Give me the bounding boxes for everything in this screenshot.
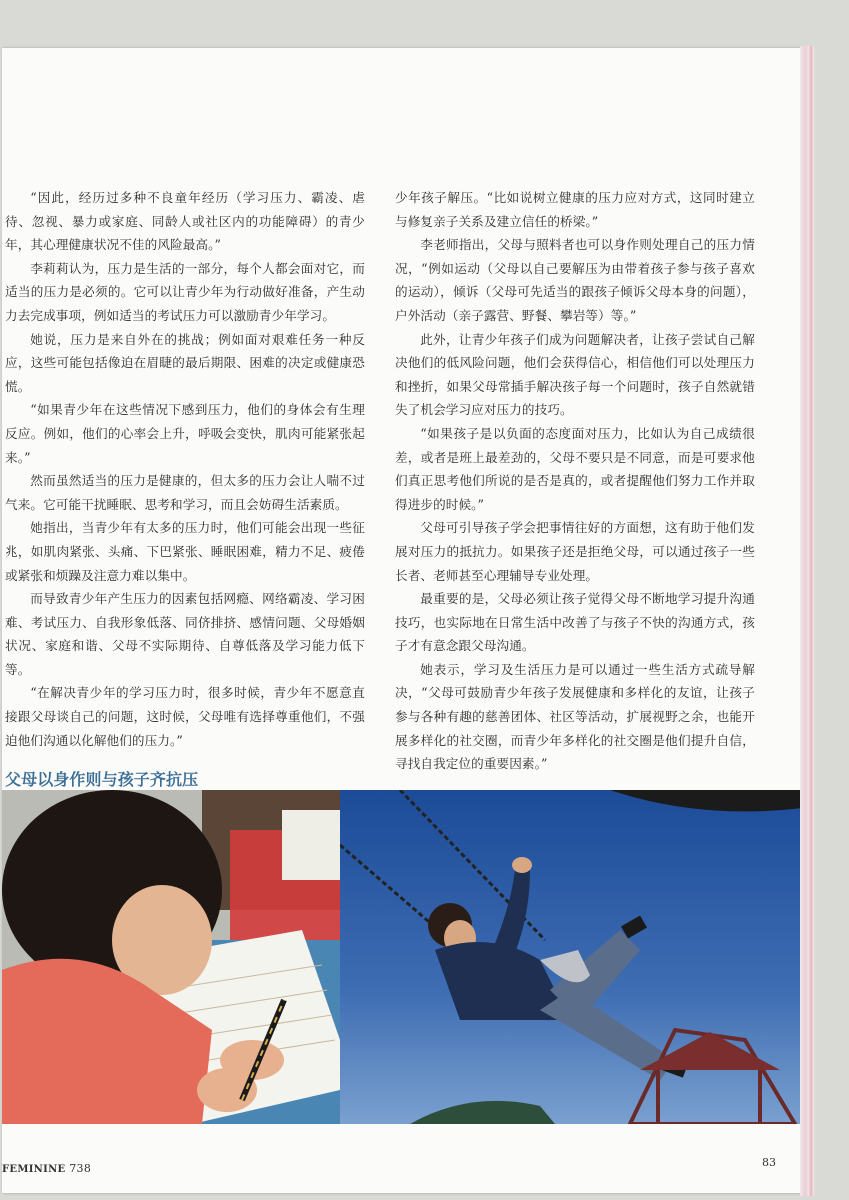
paragraph: 最重要的是，父母必须让孩子觉得父母不断地学习提升沟通技巧，也实际地在日常生活中改善了与孩子不快的沟通方式，孩子才有意念跟父母沟通。 — [395, 591, 755, 654]
paragraph: 李老师指出，父母与照料者也可以身作则处理自己的压力情况，“例如运动（父母以自己要解压为由带着孩子参与孩子喜欢的运动），倾诉（父母可先适当的跟孩子倾诉父母本身的问题），户外活动（亲子露营、野餐、攀岩等）等。” — [395, 237, 755, 323]
magazine-page — [2, 48, 802, 1193]
paragraph: 父母可引导孩子学会把事情往好的方面想，这有助于他们发展对压力的抵抗力。如果孩子还是拒绝父母，可以通过孩子一些长者、老师甚至心理辅导专业处理。 — [395, 520, 755, 583]
magazine-footer — [2, 1162, 91, 1175]
paragraph: “如果青少年在这些情况下感到压力，他们的身体会有生理反应。例如，他们的心率会上升，呼吸会变快，肌肉可能紧张起来。” — [5, 402, 365, 465]
magazine-brand: FEMININE — [2, 1164, 66, 1175]
issue-number: 738 — [69, 1162, 92, 1175]
paragraph: 她说，压力是来自外在的挑战；例如面对艰难任务一种反应，这些可能包括像迫在眉睫的最后期限、困难的决定或健康恐慌。 — [5, 331, 365, 394]
paragraph: 此外，让青少年孩子们成为问题解决者，让孩子尝试自己解决他们的低风险问题，他们会获得信心，相信他们可以处理压力和挫折，如果父母常插手解决孩子每一个问题时，孩子自然就错失了机会学习应对压力的技巧。 — [395, 331, 755, 418]
photo-boy-on-swing-illustration — [340, 790, 802, 1124]
right-text-column — [395, 186, 755, 776]
photo-girl-writing-illustration — [2, 790, 340, 1124]
paragraph: 她指出，当青少年有太多的压力时，他们可能会出现一些征兆，如肌肉紧张、头痛、下巴紧张、睡眠困难，精力不足、疲倦或紧张和烦躁及注意力难以集中。 — [5, 520, 365, 583]
paragraph: 她表示，学习及生活压力是可以通过一些生活方式疏导解决，“父母可鼓励青少年孩子发展健康和多样化的友谊，让孩子参与各种有趣的慈善团体、社区等活动，扩展视野之余，也能开展多样化的社交圈，而青少年多样化的社交圈是他们提升自信，寻找自我定位的重要因素。” — [395, 661, 755, 772]
page-edge — [800, 46, 814, 1196]
paragraph: 而导致青少年产生压力的因素包括网瘾、网络霸凌、学习困难、考试压力、自我形象低落、同侪排挤、感情问题、父母婚姻状况、家庭和谐、父母不实际期待、自尊低落及学习能力低下等。 — [5, 591, 365, 677]
photo-girl-writing — [2, 790, 340, 1124]
paragraph: “因此，经历过多种不良童年经历（学习压力、霸凌、虐待、忽视、暴力或家庭、同龄人或社区内的功能障碍）的青少年，其心理健康状况不佳的风险最高。” — [5, 190, 365, 253]
paragraph: “如果孩子是以负面的态度面对压力，比如认为自己成绩很差，或者是班上最差劲的，父母不要只是不同意，而是可要求他们真正思考他们所说的是否是真的，或者提醒他们努力工作并取得进步的时候。” — [395, 425, 755, 512]
page-number: 83 — [762, 1156, 776, 1169]
section-heading: 父母以身作则与孩子齐抗压 — [5, 770, 199, 790]
paragraph-continuation: 少年孩子解压。“比如说树立健康的压力应对方式，这同时建立与修复亲子关系及建立信任的桥梁。” — [395, 190, 755, 229]
paragraph: 然而虽然适当的压力是健康的，但太多的压力会让人喘不过气来。它可能干扰睡眠、思考和学习，而且会妨碍生活素质。 — [5, 473, 365, 512]
paragraph: “在解决青少年的学习压力时，很多时候，青少年不愿意直接跟父母谈自己的问题，这时候，父母唯有选择尊重他们，不强迫他们沟通以化解他们的压力。” — [5, 685, 365, 748]
paragraph: 李莉莉认为，压力是生活的一部分，每个人都会面对它，而适当的压力是必须的。它可以让青少年为行动做好准备，产生动力去完成事项，例如适当的考试压力可以激励青少年学习。 — [5, 260, 365, 323]
left-text-column — [5, 186, 365, 818]
photo-strip — [2, 790, 802, 1124]
photo-boy-on-swing — [340, 790, 802, 1124]
